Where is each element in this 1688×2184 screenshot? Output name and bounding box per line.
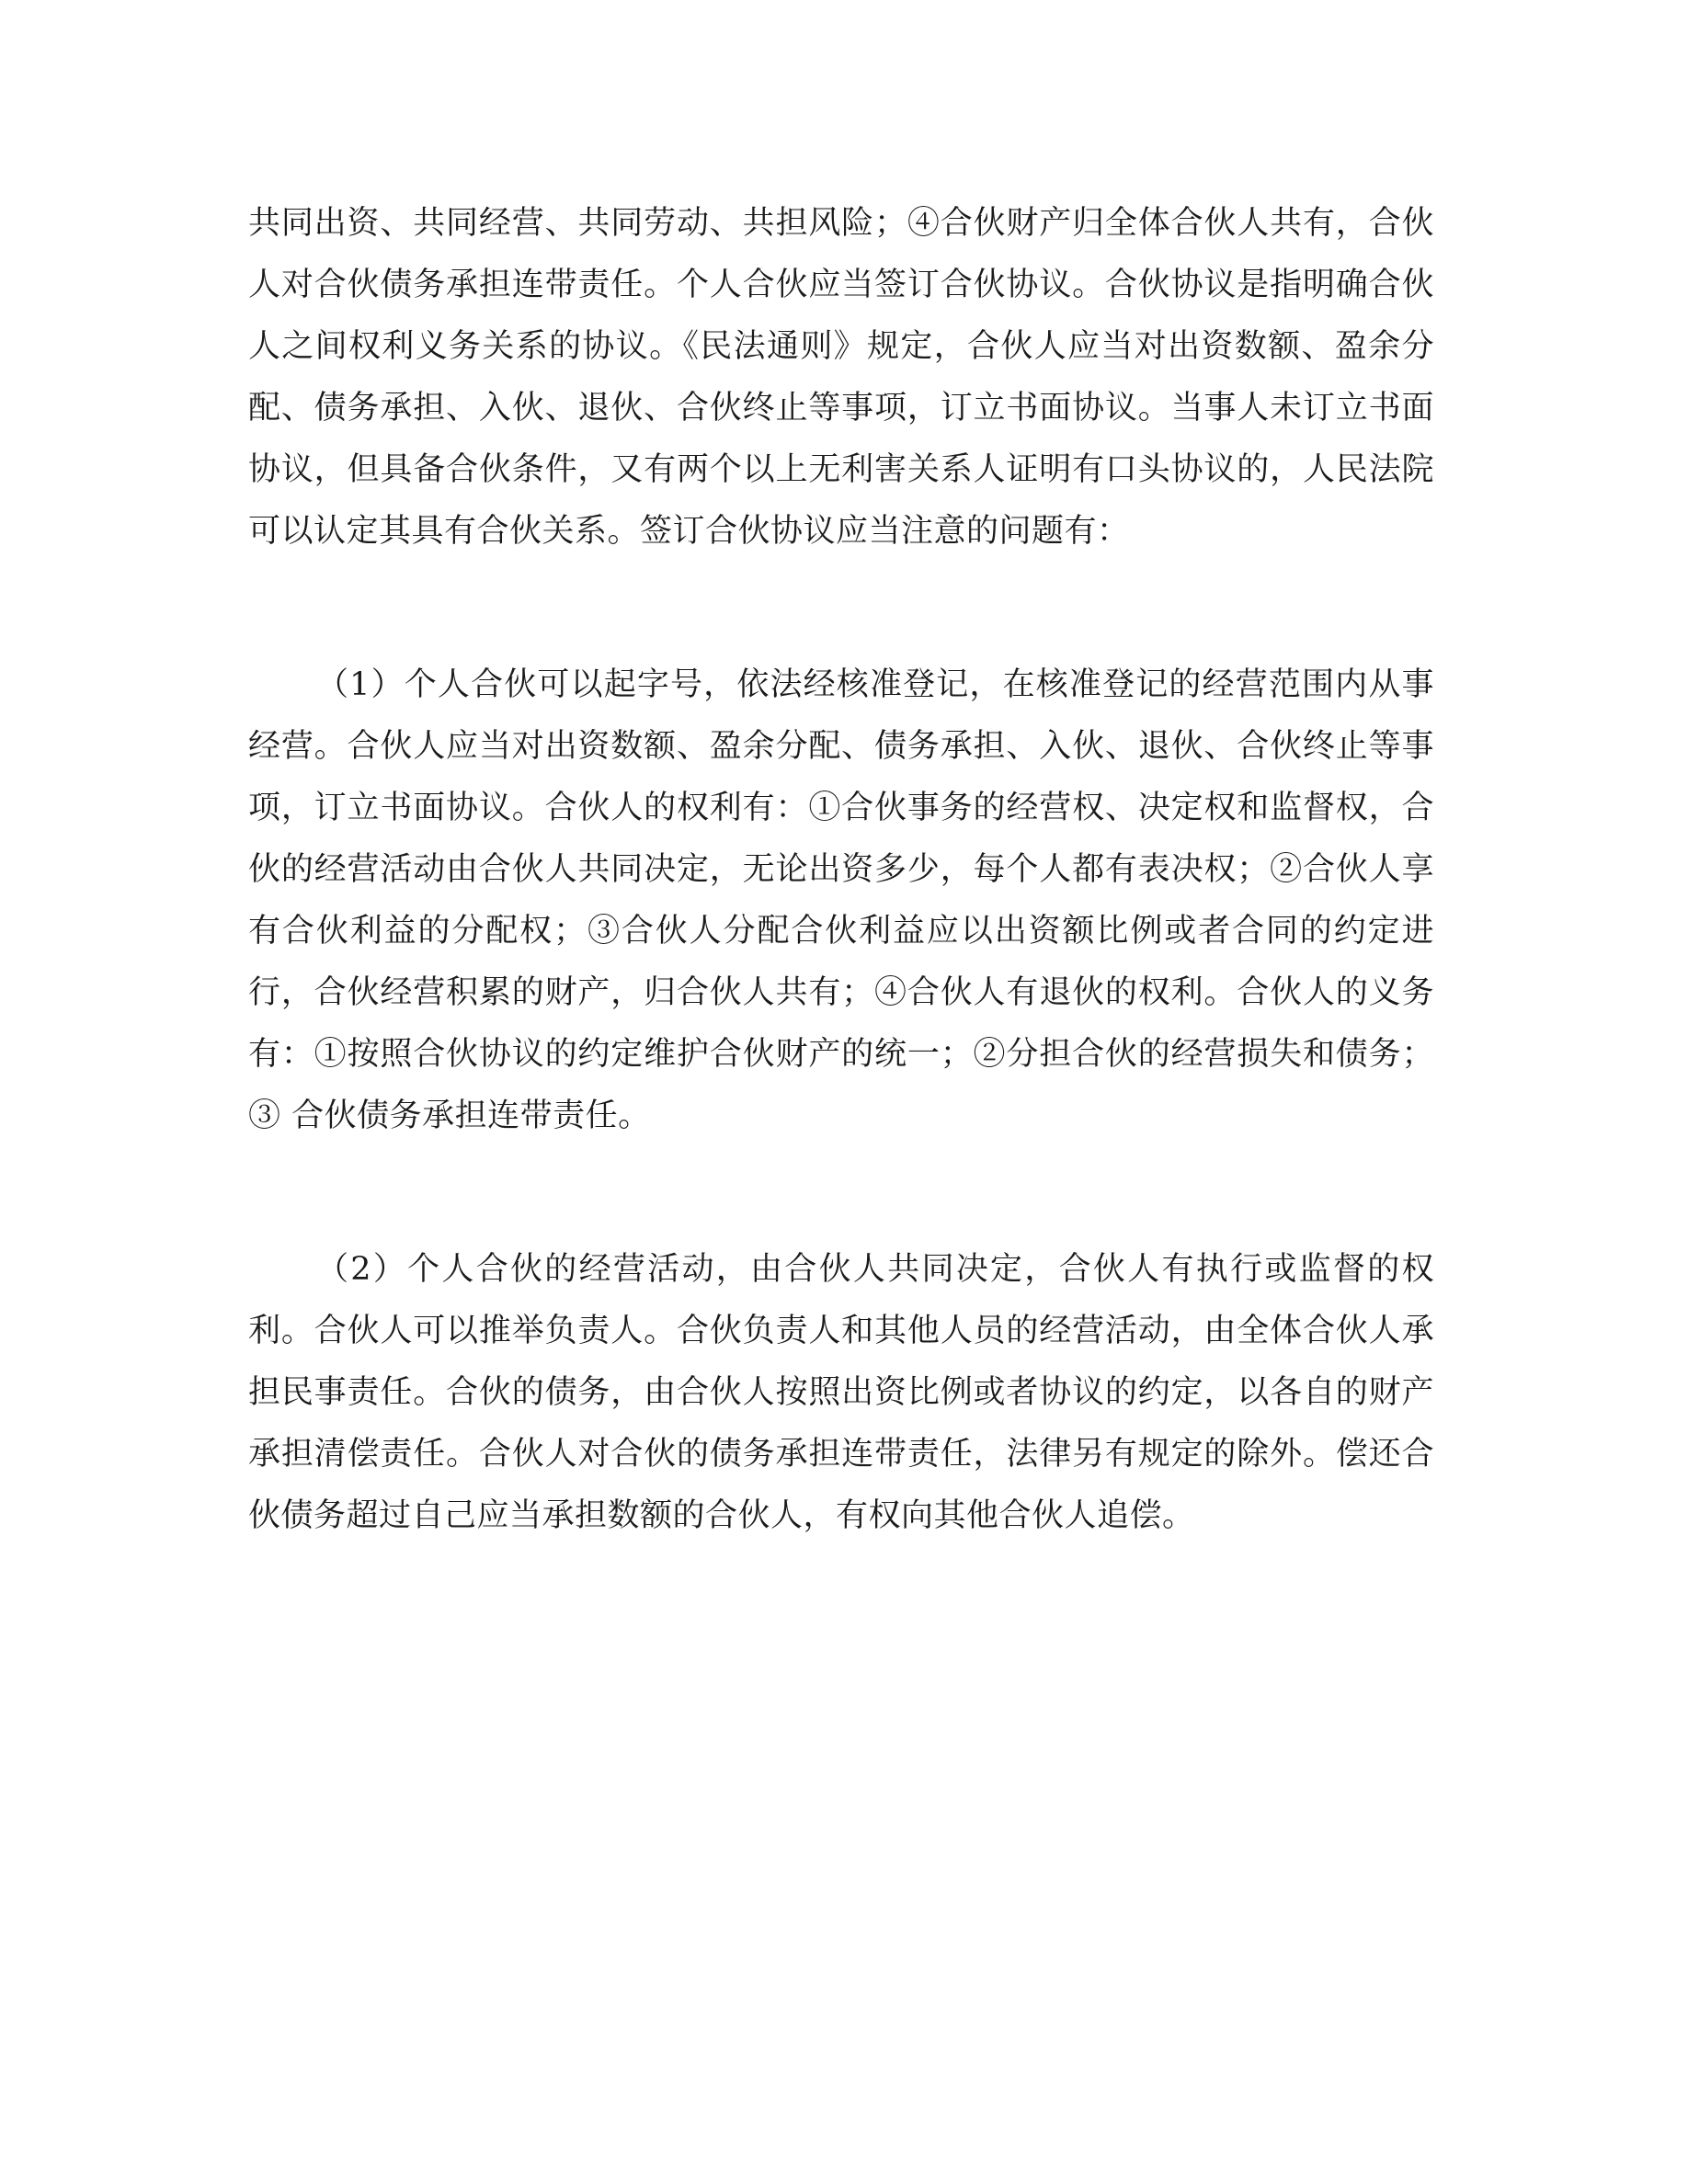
document-body (248, 193, 1434, 1547)
paragraph-spacer (248, 563, 1434, 654)
paragraph-item-2: （2）个人合伙的经营活动，由合伙人共同决定，合伙人有执行或监督的权利。合伙人可以推举负责人。合伙负责人和其他人员的经营活动，由全体合伙人承担民事责任。合伙的债务，由合伙人按照出资比例或者协议的约定，以各自的财产承担清偿责任。合伙人对合伙的债务承担连带责任，法律另有规定的除外。偿还合伙债务超过自己应当承担数额的合伙人，有权向其他合伙人追偿。 (248, 1251, 1434, 1534)
paragraph-intro: 共同出资、共同经营、共同劳动、共担风险；④合伙财产归全体合伙人共有，合伙人对合伙债务承担连带责任。个人合伙应当签订合伙协议。合伙协议是指明确合伙人之间权利义务关系的协议。《民法通则》规定，合伙人应当对出资数额、盈余分配、债务承担、入伙、退伙、合伙终止等事项，订立书面协议。当事人未订立书面协议，但具备合伙条件，又有两个以上无利害关系人证明有口头协议的，人民法院可以认定其具有合伙关系。签订合伙协议应当注意的问题有： (248, 205, 1434, 550)
paragraph-spacer (248, 1147, 1434, 1239)
paragraph-item-1: （1）个人合伙可以起字号，依法经核准登记，在核准登记的经营范围内从事经营。合伙人应当对出资数额、盈余分配、债务承担、入伙、退伙、合伙终止等事项，订立书面协议。合伙人的权利有：①合伙事务的经营权、决定权和监督权，合伙的经营活动由合伙人共同决定，无论出资多少，每个人都有表决权；②合伙人享有合伙利益的分配权；③合伙人分配合伙利益应以出资额比例或者合同的约定进行，合伙经营积累的财产，归合伙人共有；④合伙人有退伙的权利。合伙人的义务有：①按照合伙协议的约定维护合伙财产的统一；②分担合伙的经营损失和债务；③ 合伙债务承担连带责任。 (248, 666, 1434, 1134)
